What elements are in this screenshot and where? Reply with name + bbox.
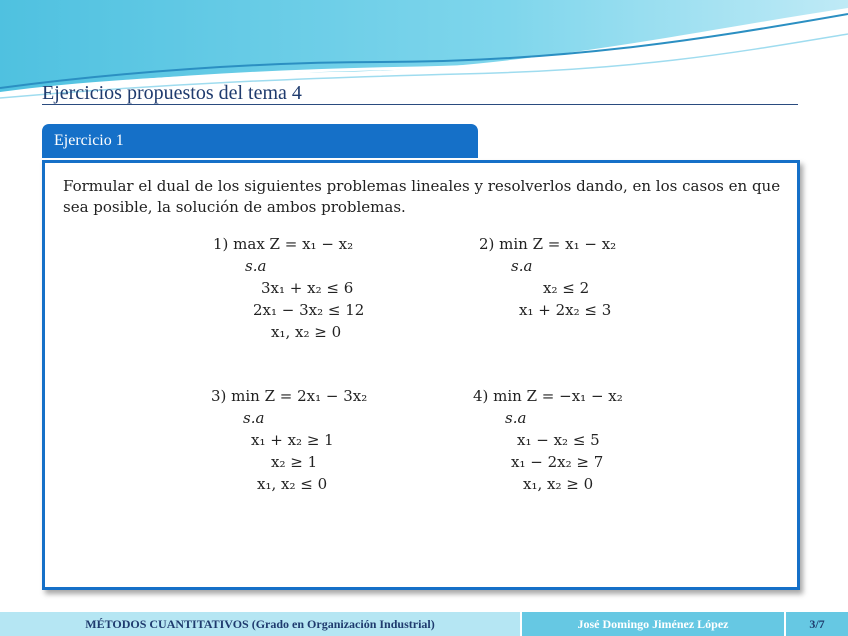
problem-1-constraint-2: 2x₁ − 3x₂ ≤ 12 (253, 301, 365, 319)
problem-3 (211, 387, 411, 497)
problem-3-subject-to: s.a (243, 409, 265, 427)
problem-2-subject-to: s.a (511, 257, 533, 275)
problem-4-constraint-1: x₁ − x₂ ≤ 5 (517, 431, 600, 449)
problem-4-constraint-3: x₁, x₂ ≥ 0 (523, 475, 594, 493)
footer-page-number: 3/7 (786, 612, 848, 636)
problem-4-objective: 4) min Z = −x₁ − x₂ (473, 387, 623, 405)
problem-4 (473, 387, 673, 497)
exercise-block-header: Ejercicio 1 (42, 124, 478, 158)
problem-3-constraint-1: x₁ + x₂ ≥ 1 (251, 431, 334, 449)
exercise-statement: Formular el dual de los siguientes problemas lineales y resolverlos dando, en los casos en que sea posible, la solución de ambos problemas. (63, 177, 781, 216)
problem-4-constraint-2: x₁ − 2x₂ ≥ 7 (511, 453, 604, 471)
problem-2-constraint-1: x₂ ≤ 2 (543, 279, 590, 297)
problem-3-constraint-3: x₁, x₂ ≤ 0 (257, 475, 328, 493)
problem-1 (213, 235, 413, 345)
footer-author: José Domingo Jiménez López (522, 612, 784, 636)
problem-1-subject-to: s.a (245, 257, 267, 275)
exercise-block-body (42, 160, 800, 590)
problem-3-constraint-2: x₂ ≥ 1 (271, 453, 318, 471)
problem-1-constraint-1: 3x₁ + x₂ ≤ 6 (261, 279, 354, 297)
problem-2-constraint-2: x₁ + 2x₂ ≤ 3 (519, 301, 612, 319)
problem-1-objective: 1) max Z = x₁ − x₂ (213, 235, 354, 253)
problem-3-objective: 3) min Z = 2x₁ − 3x₂ (211, 387, 368, 405)
problem-1-constraint-3: x₁, x₂ ≥ 0 (271, 323, 342, 341)
problem-4-subject-to: s.a (505, 409, 527, 427)
problem-2 (479, 235, 679, 325)
slide-title: Ejercicios propuestos del tema 4 (42, 82, 302, 104)
title-divider (42, 104, 798, 105)
problem-2-objective: 2) min Z = x₁ − x₂ (479, 235, 617, 253)
footer-course-name: MÉTODOS CUANTITATIVOS (Grado en Organización Industrial) (0, 612, 520, 636)
